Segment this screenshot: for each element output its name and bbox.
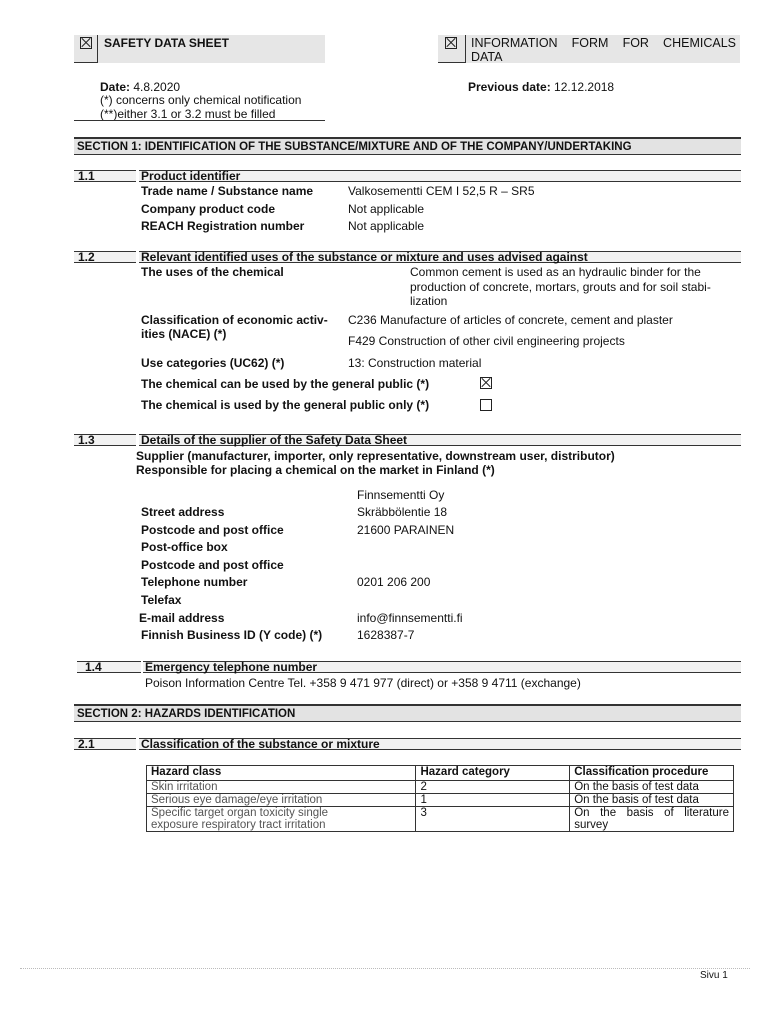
previous-date-value: 12.12.2018 [554,80,615,94]
date-value: 4.8.2020 [133,80,181,94]
sds-checkbox[interactable] [80,37,92,49]
pobox-label: Post-office box [141,540,228,554]
postcode-value: 21600 PARAINEN [357,523,455,537]
uses-line3: lization [410,294,448,308]
page-number: Sivu 1 [700,970,728,981]
trade-name-label: Trade name / Substance name [141,184,314,198]
supplier-line2: Responsible for placing a chemical on the market in Finland (*) [136,463,495,477]
company-name: Finnsementti Oy [357,488,445,502]
info-checkbox[interactable] [445,37,457,49]
procedure-text: On the basis of test data [574,794,699,806]
telefax-label: Telefax [141,593,182,607]
col-hazard-category: Hazard category [416,766,570,781]
reach-label: REACH Registration number [141,219,305,233]
procedure-cell [570,807,734,832]
hazard-class-cell [147,807,416,832]
s21-num: 2.1 [78,737,95,751]
public-use-label: The chemical can be used by the general public (*) [141,377,430,391]
uses-label: The uses of the chemical [141,265,284,279]
table-row [147,781,734,794]
s12-heading: Relevant identified uses of the substance or mixture and uses advised against [141,250,588,264]
hazard-class-text: Specific target organ toxicity single [151,807,329,819]
hazard-table [146,765,734,832]
s12-num: 1.2 [78,250,95,264]
hazard-class-text: Skin irritation [151,781,218,793]
note-either: (**)either 3.1 or 3.2 must be filled [100,107,276,121]
public-only-checkbox[interactable] [480,399,492,411]
phone-label: Telephone number [141,575,248,589]
hazard-table-header [147,766,734,781]
postcode-label: Postcode and post office [141,523,284,537]
hazard-class-cell [147,794,416,807]
hazard-category-cell: 1 [416,794,570,807]
s13-num: 1.3 [78,433,95,447]
uc62-label: Use categories (UC62) (*) [141,356,285,370]
nace-value2: F429 Construction of other civil engineering projects [348,334,625,348]
postcode2-label: Postcode and post office [141,558,284,572]
procedure-text: On the basis of test data [574,781,699,793]
note-chemical-notification: (*) concerns only chemical notification [100,93,302,107]
product-code-label: Company product code [141,202,276,216]
uses-line2: production of concrete, mortars, grouts and for soil stabi- [410,280,711,294]
header-underline [74,120,325,121]
nace-label-line2: ities (NACE) (*) [141,327,227,341]
footer-rule [20,968,750,969]
table-row [147,807,734,832]
public-use-checkbox[interactable] [480,377,492,389]
trade-name-value: Valkosementti CEM I 52,5 R – SR5 [348,184,535,198]
s14-num: 1.4 [85,660,102,674]
email-value: info@finnsementti.fi [357,611,463,625]
sds-label: SAFETY DATA SHEET [104,36,229,50]
s13-heading: Details of the supplier of the Safety Data Sheet [141,433,408,447]
col-hazard-class: Hazard class [147,766,416,781]
reach-value: Not applicable [348,219,425,233]
section2-title: SECTION 2: HAZARDS IDENTIFICATION [74,704,741,722]
supplier-line1: Supplier (manufacturer, importer, only representative, downstream user, distributor) [136,449,615,463]
phone-value: 0201 206 200 [357,575,431,589]
table-row [147,794,734,807]
nace-value1: C236 Manufacture of articles of concrete, cement and plaster [348,313,673,327]
s11-heading: Product identifier [141,169,241,183]
procedure-cell [570,781,734,794]
business-id-label: Finnish Business ID (Y code) (*) [141,628,323,642]
uses-line1: Common cement is used as an hydraulic binder for the [410,265,701,279]
hazard-category-cell: 2 [416,781,570,794]
email-label: E-mail address [139,611,225,625]
hazard-class-text: Serious eye damage/eye irritation [151,794,323,806]
section1-title: SECTION 1: IDENTIFICATION OF THE SUBSTANCE/MIXTURE AND OF THE COMPANY/UNDERTAKING [74,137,741,155]
s21-heading: Classification of the substance or mixture [141,737,380,751]
s11-num: 1.1 [78,169,95,183]
procedure-cell [570,794,734,807]
s14-heading: Emergency telephone number [145,660,318,674]
uc62-value: 13: Construction material [348,356,482,370]
info-label-line2: DATA [471,50,503,64]
street-label: Street address [141,505,225,519]
info-label-line1: INFORMATION FORM FOR CHEMICALS [471,36,736,50]
nace-label-line1: Classification of economic activ- [141,313,328,327]
hazard-class-cell [147,781,416,794]
previous-date-line [468,80,614,94]
col-classification-procedure: Classification procedure [570,766,734,781]
business-id-value: 1628387-7 [357,628,415,642]
date-label: Date: [100,80,131,94]
product-code-value: Not applicable [348,202,425,216]
date-line [100,80,180,94]
s14-text: Poison Information Centre Tel. +358 9 471 977 (direct) or +358 9 4711 (exchange) [145,676,581,690]
procedure-text: On the basis of literature [574,807,729,819]
previous-date-label: Previous date: [468,80,551,94]
hazard-category-cell: 3 [416,807,570,832]
hazard-class-text-cont: exposure respiratory tract irritation [151,819,326,831]
street-value: Skräbbölentie 18 [357,505,448,519]
procedure-text-cont: survey [574,819,609,831]
public-only-label: The chemical is used by the general public only (*) [141,398,430,412]
